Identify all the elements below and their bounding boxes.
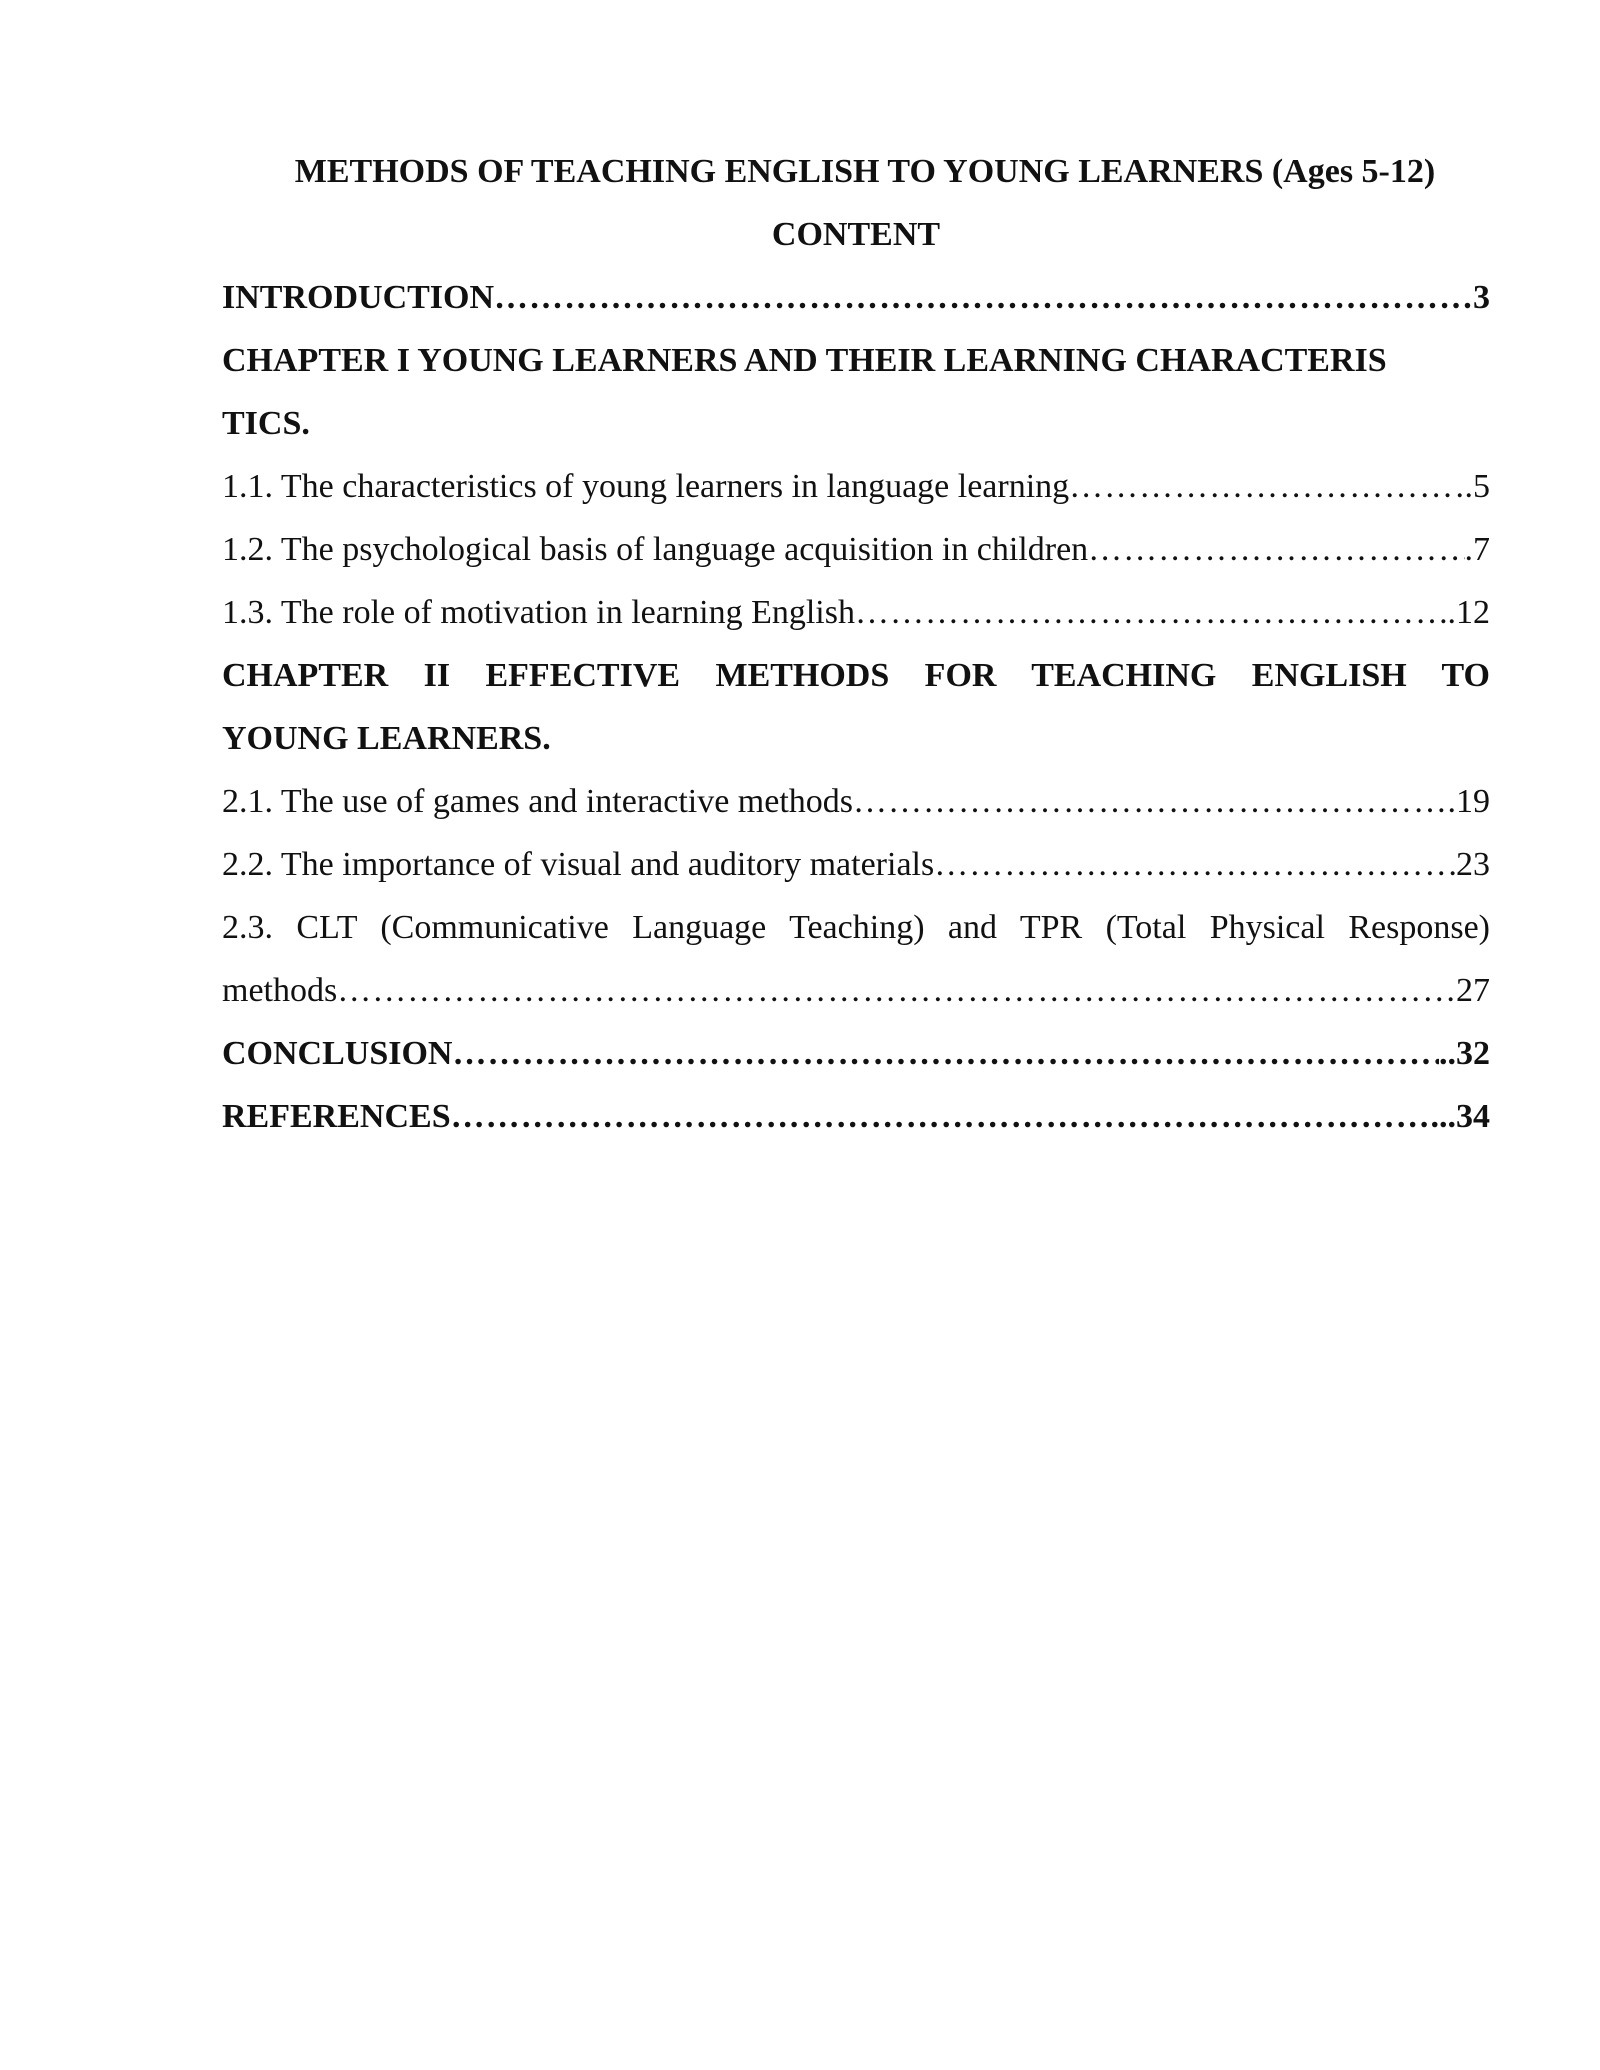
- toc-entry-conclusion: [222, 1022, 1490, 1085]
- toc-label: methods: [222, 972, 338, 1009]
- toc-entry-introduction: [222, 266, 1490, 329]
- toc-entry-2-3-line-2: [222, 959, 1490, 1022]
- content-heading: CONTENT: [771, 216, 941, 253]
- toc-entry-2-2: [222, 833, 1490, 896]
- toc-entry-references: [222, 1085, 1490, 1148]
- toc-page-number: .7: [1464, 531, 1490, 568]
- toc-page-number: .5: [1464, 468, 1490, 505]
- dot-leader: [934, 833, 1456, 896]
- toc-label: INTRODUCTION: [222, 279, 495, 316]
- dot-leader: [855, 581, 1448, 644]
- toc-label: 1.1. The characteristics of young learners in language learning: [222, 468, 1070, 505]
- dot-leader: [853, 770, 1447, 833]
- dot-leader: [1088, 518, 1464, 581]
- toc-entry-1-2: [222, 518, 1490, 581]
- toc-entry-1-3: [222, 581, 1490, 644]
- dot-leader: [494, 266, 1473, 329]
- dot-leader: [451, 1085, 1431, 1148]
- toc-page-number: 27: [1456, 972, 1490, 1009]
- chapter-1-heading-line-1: CHAPTER I YOUNG LEARNERS AND THEIR LEARNING CHARACTERIS: [222, 342, 1387, 379]
- dot-leader: [337, 959, 1456, 1022]
- toc-entry-2-1: [222, 770, 1490, 833]
- toc-entry-2-3-line-1: 2.3. CLT (Communicative Language Teaching) and TPR (Total Physical Response): [222, 909, 1490, 946]
- chapter-2-heading-line-2: YOUNG LEARNERS.: [222, 720, 551, 757]
- document-page: [222, 140, 1490, 1148]
- toc-label: 2.2. The importance of visual and auditory materials: [222, 846, 935, 883]
- toc-label: CONCLUSION: [222, 1035, 453, 1072]
- dot-leader: [1069, 455, 1464, 518]
- toc-page-number: ...34: [1430, 1098, 1490, 1135]
- toc-label: 2.1. The use of games and interactive methods: [222, 783, 854, 820]
- document-title: METHODS OF TEACHING ENGLISH TO YOUNG LEARNERS (Ages 5-12): [294, 153, 1436, 190]
- toc-page-number: 23: [1456, 846, 1490, 883]
- toc-page-number: .19: [1447, 783, 1490, 820]
- toc-label: 1.2. The psychological basis of language acquisition in children: [222, 531, 1089, 568]
- chapter-1-heading-line-2: TICS.: [222, 405, 310, 442]
- toc-page-number: .12: [1447, 594, 1490, 631]
- toc-label: REFERENCES: [222, 1098, 451, 1135]
- dot-leader: [452, 1022, 1439, 1085]
- toc-page-number: 3: [1473, 279, 1490, 316]
- toc-entry-1-1: [222, 455, 1490, 518]
- toc-page-number: ..32: [1439, 1035, 1490, 1072]
- chapter-2-heading-line-1: CHAPTER II EFFECTIVE METHODS FOR TEACHING ENGLISH TO: [222, 657, 1490, 694]
- toc-label: 1.3. The role of motivation in learning English: [222, 594, 855, 631]
